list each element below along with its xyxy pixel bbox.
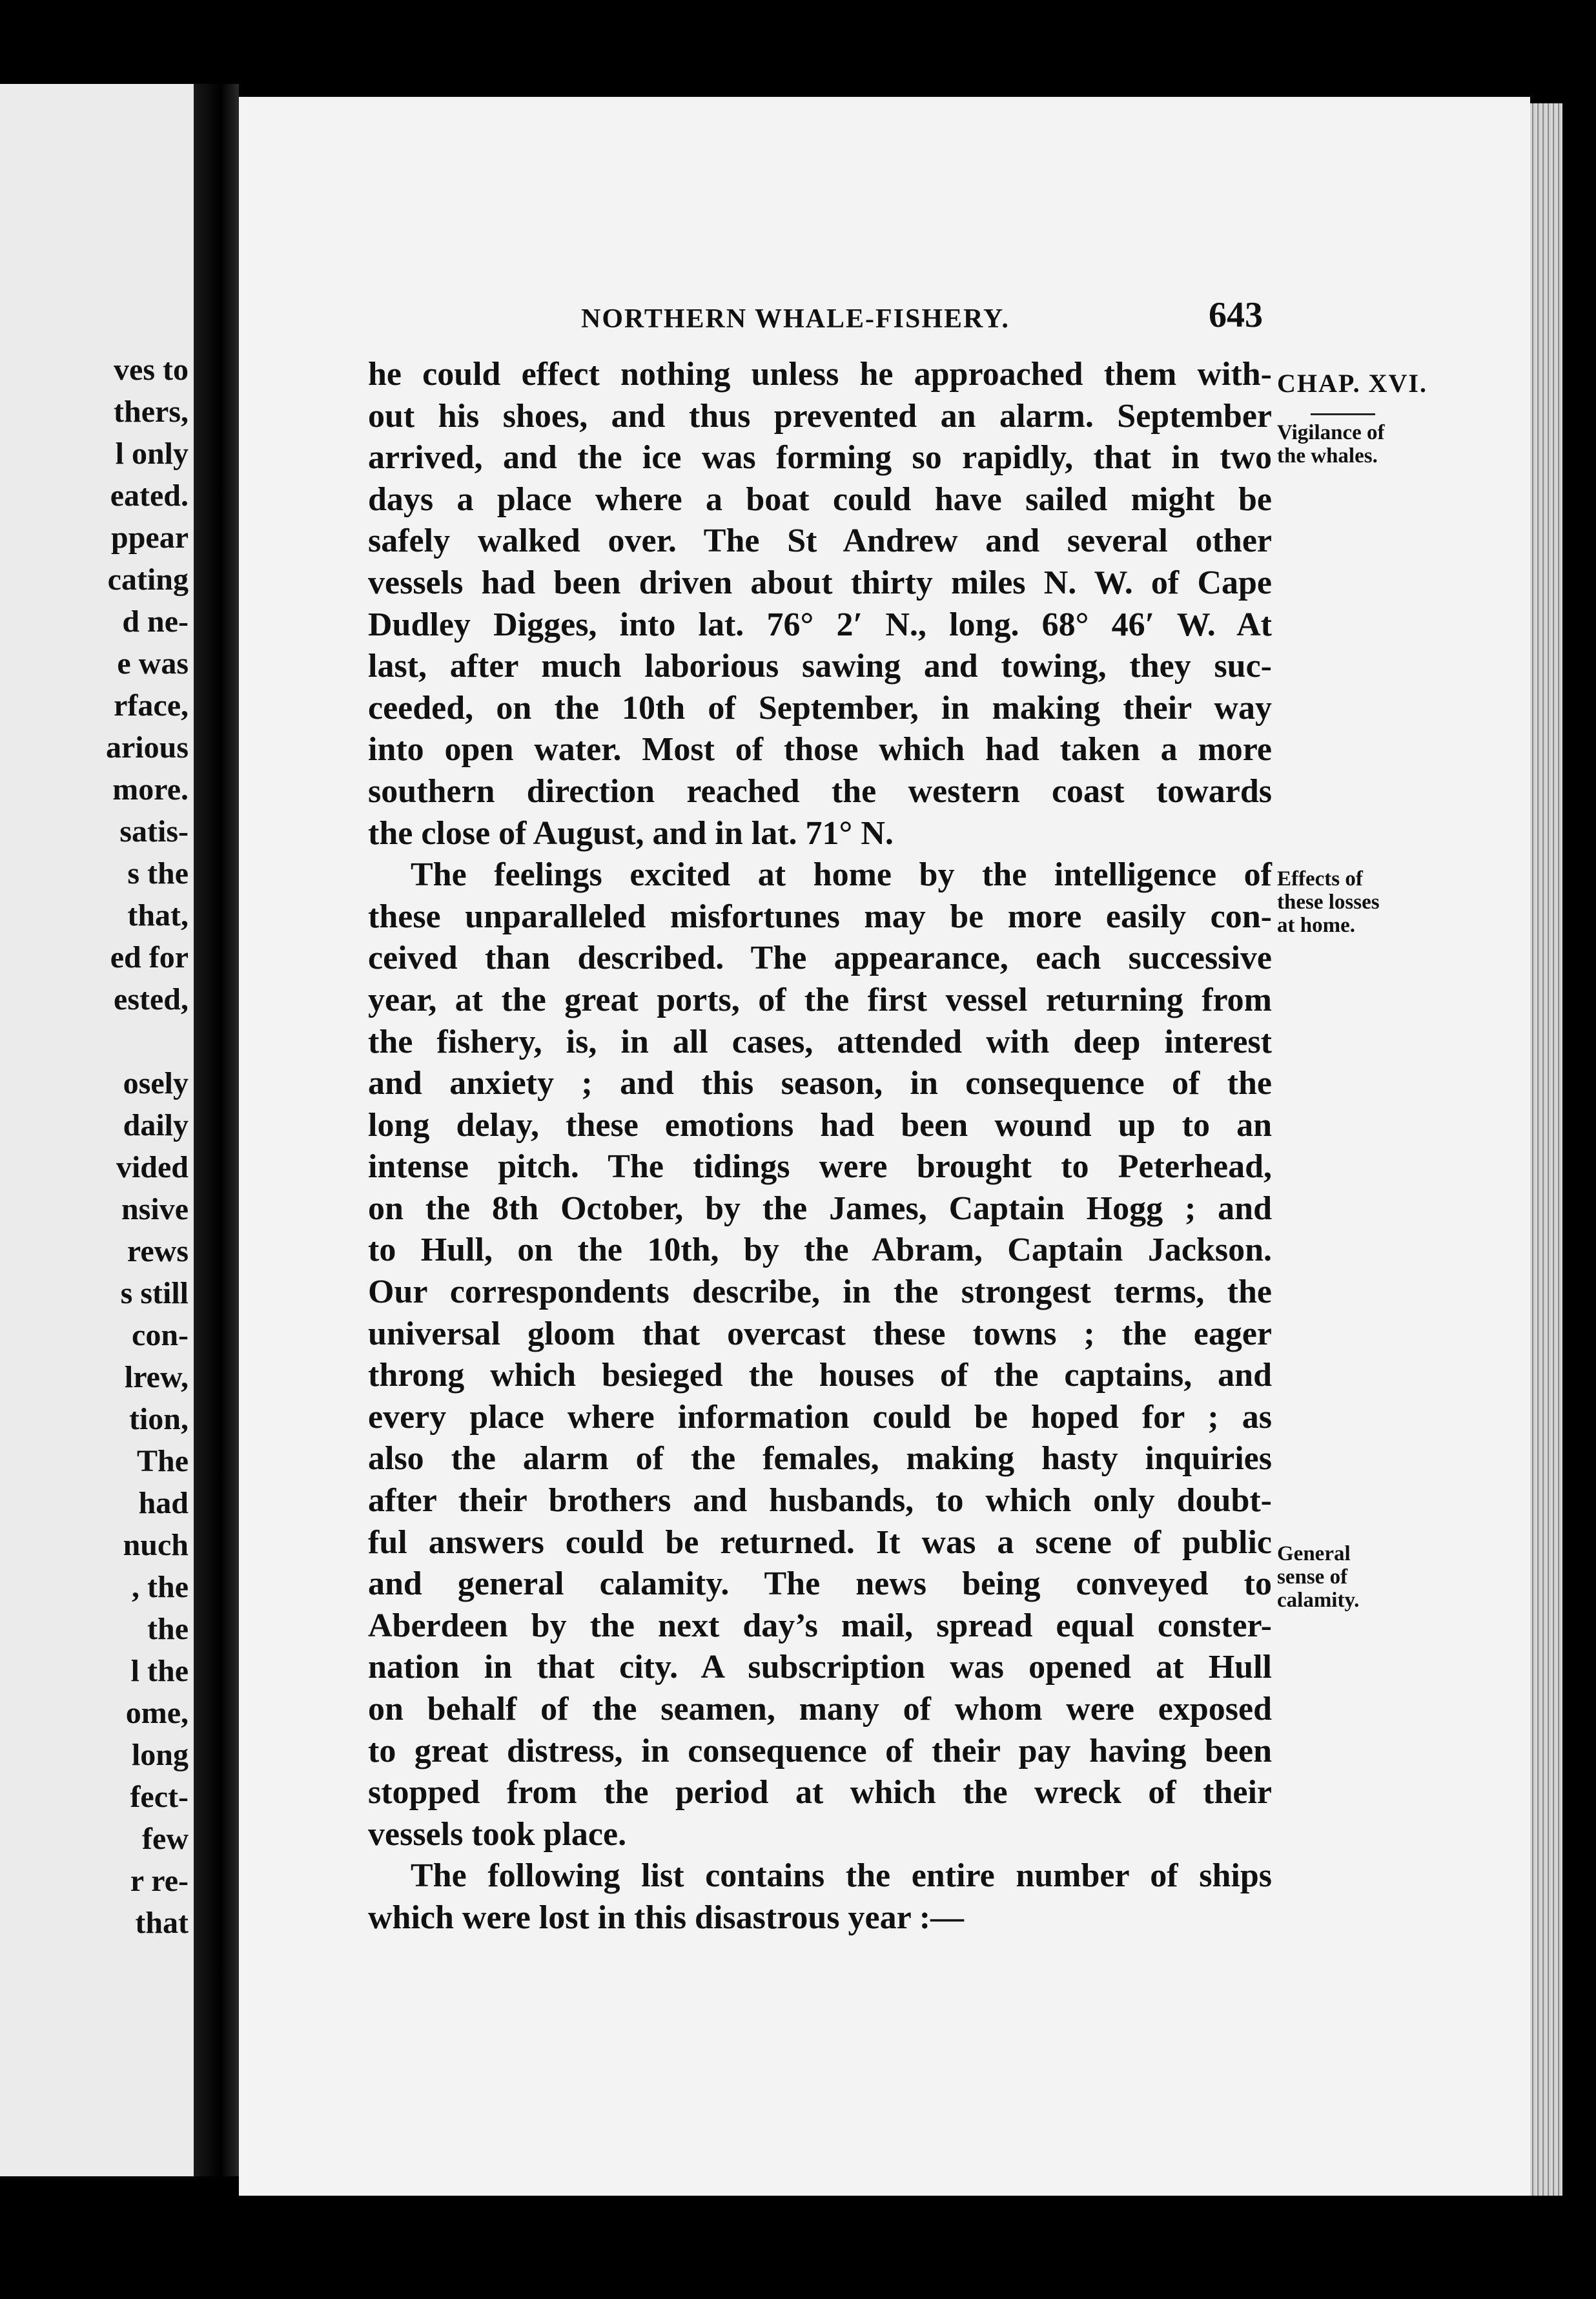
text-line: Our correspondents describe, in the strongest terms, the: [368, 1273, 1272, 1311]
book-gutter: [194, 84, 239, 2176]
facing-page-line: rface,: [114, 688, 189, 723]
facing-page-line: that: [135, 1906, 189, 1940]
facing-page-line: tion,: [128, 1402, 189, 1436]
facing-page-line: [106, 1020, 189, 1062]
facing-page-line: e was: [117, 646, 189, 681]
text-line: southern direction reached the western coast towards: [368, 772, 1272, 810]
running-title: NORTHERN WHALE-FISHERY.: [581, 304, 1010, 334]
text-line: after their brothers and husbands, to which only doubt-: [368, 1482, 1272, 1520]
facing-page-line: nuch: [123, 1528, 189, 1562]
facing-page-line: ed for: [110, 940, 189, 974]
paragraph: [368, 1855, 1272, 1939]
facing-page-line: vided: [116, 1150, 189, 1184]
text-line: on behalf of the seamen, many of whom were exposed: [368, 1691, 1272, 1727]
facing-page-line: arious: [105, 730, 189, 765]
text-line: ceeded, on the 10th of September, in making their way: [368, 689, 1272, 727]
text-line: out his shoes, and thus prevented an alarm. September: [368, 397, 1272, 435]
text-line: stopped from the period at which the wreck of their: [368, 1774, 1272, 1811]
side-note-line: calamity.: [1277, 1589, 1360, 1612]
facing-page-line: con-: [132, 1318, 189, 1352]
facing-page-line: fect-: [130, 1780, 189, 1814]
facing-page-line: ves to: [114, 353, 189, 387]
text-line: and general calamity. The news being conveyed to: [368, 1565, 1272, 1603]
facing-page-line: the: [147, 1612, 189, 1646]
page-edge: [1530, 103, 1562, 2196]
facing-page-line: r re-: [130, 1864, 189, 1898]
text-line: The feelings excited at home by the intelligence of: [411, 856, 1272, 894]
text-line: he could effect nothing unless he approached them with-: [368, 356, 1272, 393]
text-line: ceived than described. The appearance, each successive: [368, 940, 1272, 977]
facing-page-line: had: [138, 1486, 189, 1520]
text-line: vessels had been driven about thirty miles N. W. of Cape: [368, 564, 1272, 601]
facing-page-line: s still: [120, 1276, 189, 1310]
text-line: long delay, these emotions had been wound up to an: [368, 1106, 1272, 1144]
side-note-line: Effects of: [1277, 867, 1363, 891]
facing-page-line: rews: [127, 1234, 189, 1268]
side-note-line: General: [1277, 1542, 1351, 1565]
chapter-marker: CHAP. XVI.: [1277, 369, 1427, 398]
facing-page-line: nsive: [121, 1192, 189, 1226]
text-line: which were lost in this disastrous year :—: [368, 1899, 965, 1936]
text-line: every place where information could be hoped for ; as: [368, 1398, 1272, 1436]
text-line: these unparalleled misfortunes may be more easily con-: [368, 898, 1272, 935]
facing-page-line: ppear: [111, 521, 189, 555]
facing-page-line: lrew,: [124, 1360, 189, 1394]
facing-page-line: ome,: [125, 1696, 189, 1730]
facing-page-line: , the: [132, 1570, 189, 1604]
facing-page-text: [106, 349, 189, 1944]
body-text: [368, 354, 1272, 1939]
facing-page-line: The: [136, 1444, 189, 1478]
text-line: throng which besieged the houses of the captains, and: [368, 1357, 1272, 1394]
text-line: year, at the great ports, of the first vessel returning from: [368, 981, 1272, 1018]
facing-page-line: osely: [123, 1066, 189, 1100]
facing-page-line: cating: [107, 562, 189, 597]
text-line: also the alarm of the females, making hasty inquiries: [368, 1440, 1272, 1478]
text-line: Dudley Digges, into lat. 76° 2′ N., long. 68° 46′ W. At: [368, 606, 1272, 643]
facing-page-line: that,: [127, 898, 189, 933]
text-line: to great distress, in consequence of their pay having been: [368, 1732, 1272, 1769]
page-number: 643: [1209, 295, 1263, 335]
side-note-effects: [1277, 867, 1380, 937]
text-line: universal gloom that overcast these towns ; the eager: [368, 1315, 1272, 1352]
facing-page-line: more.: [112, 772, 189, 807]
text-line: to Hull, on the 10th, by the Abram, Captain Jackson.: [368, 1232, 1272, 1269]
facing-page-line: thers,: [114, 395, 189, 429]
text-line: ful answers could be returned. It was a scene of public: [368, 1523, 1272, 1561]
text-line: arrived, and the ice was forming so rapidly, that in two: [368, 439, 1272, 477]
facing-page-line: d ne-: [122, 604, 189, 639]
text-line: the close of August, and in lat. 71° N.: [368, 814, 894, 852]
facing-page-line: daily: [123, 1108, 189, 1142]
text-line: the fishery, is, in all cases, attended with deep interest: [368, 1023, 1272, 1060]
paragraph: [368, 854, 1272, 1855]
text-line: last, after much laborious sawing and towing, they suc-: [368, 648, 1272, 685]
side-note-calamity: [1277, 1542, 1359, 1612]
text-line: into open water. Most of those which had taken a more: [368, 731, 1272, 768]
facing-page: [0, 84, 194, 2176]
text-line: nation in that city. A subscription was opened at Hull: [368, 1649, 1272, 1686]
side-note-line: the whales.: [1277, 444, 1378, 468]
facing-page-line: few: [142, 1822, 189, 1856]
facing-page-line: ested,: [114, 982, 189, 1016]
text-line: vessels took place.: [368, 1815, 627, 1853]
text-line: safely walked over. The St Andrew and several other: [368, 522, 1272, 560]
text-line: days a place where a boat could have sailed might be: [368, 480, 1272, 518]
facing-page-line: l only: [115, 437, 189, 471]
facing-page-line: satis-: [119, 814, 189, 849]
text-line: intense pitch. The tidings were brought to Peterhead,: [368, 1148, 1272, 1186]
side-note-vigilance: [1277, 421, 1385, 468]
side-note-line: at home.: [1277, 914, 1355, 937]
side-note-line: sense of: [1277, 1565, 1348, 1589]
facing-page-line: s the: [127, 856, 189, 891]
text-line: on the 8th October, by the James, Captain Hogg ; and: [368, 1190, 1272, 1227]
side-note-line: Vigilance of: [1277, 421, 1385, 444]
facing-page-line: long: [131, 1738, 189, 1772]
text-line: and anxiety ; and this season, in consequence of the: [368, 1065, 1272, 1102]
facing-page-line: eated.: [110, 479, 189, 513]
paragraph: [368, 354, 1272, 854]
text-line: The following list contains the entire number of ships: [411, 1857, 1272, 1895]
text-line: Aberdeen by the next day’s mail, spread equal conster-: [368, 1607, 1272, 1644]
side-note-line: these losses: [1277, 891, 1380, 914]
chapter-rule: [1311, 413, 1375, 415]
facing-page-line: l the: [130, 1654, 189, 1688]
